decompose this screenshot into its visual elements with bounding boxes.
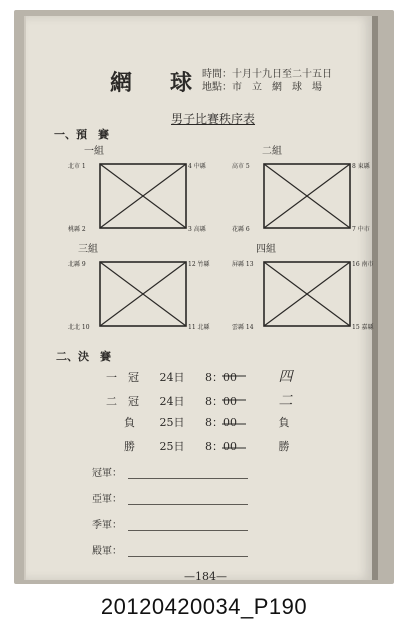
third-label: 季軍： [92, 520, 122, 531]
final-row-4-time: 8：00 [205, 440, 237, 453]
group-4-tl: 屏縣 13 [232, 261, 254, 268]
schedule-subtitle: 男子比賽秩序表 [171, 112, 256, 126]
time-label: 時間： [202, 69, 232, 80]
final-row-4 [124, 438, 290, 454]
group-2-diagram [232, 156, 382, 236]
final-row-1-note: 四 [278, 369, 293, 385]
third-field [92, 516, 248, 531]
group-3-tr: 12 竹縣 [188, 261, 210, 268]
page-number: —184— [184, 570, 227, 583]
group-1-bl: 桃縣 2 [68, 226, 86, 233]
group-4-diagram [232, 254, 382, 334]
final-row-3-time: 8：00 [205, 416, 237, 429]
group-2-bl: 花縣 6 [232, 226, 250, 233]
group-2-tl: 高市 5 [232, 163, 250, 170]
group-4-bl: 雲縣 14 [232, 324, 254, 331]
fourth-label: 殿軍： [92, 546, 122, 557]
fourth-field [92, 542, 248, 557]
place-label: 地點： [202, 82, 232, 93]
champion-label: 冠軍： [92, 468, 122, 479]
final-row-3-note: 負 [278, 416, 290, 429]
final-row-2-time: 8：00 [205, 395, 237, 408]
final-row-2-label: 二 冠 [106, 395, 139, 408]
group-1-tl: 北市 1 [68, 163, 86, 170]
group-3-bl: 北北 10 [68, 324, 90, 331]
finals-heading: 二、決 賽 [56, 350, 111, 363]
final-row-4-label: 勝 [124, 440, 135, 453]
group-3-diagram [68, 254, 218, 334]
final-row-3 [124, 414, 290, 430]
champion-line [128, 478, 248, 479]
fourth-line [128, 556, 248, 557]
runner-up-label: 亞軍： [92, 494, 122, 505]
group-1-label: 一組 [84, 146, 104, 157]
third-line [128, 530, 248, 531]
group-1-br: 3 高縣 [188, 226, 206, 233]
final-row-1-label: 一 冠 [106, 371, 139, 384]
final-row-1-date: 24日 [159, 371, 185, 384]
final-row-1-time: 8：00 [205, 371, 237, 384]
group-4-tr: 16 南市 [352, 261, 374, 268]
group-2-tr: 8 東縣 [352, 163, 370, 170]
prelim-heading: 一、預 賽 [54, 128, 109, 141]
group-3-br: 11 北縣 [188, 324, 210, 331]
champion-field [92, 464, 248, 479]
group-3-label: 三組 [78, 244, 98, 255]
final-row-2-date: 24日 [159, 395, 185, 408]
event-info [202, 68, 332, 94]
final-row-1 [106, 366, 293, 386]
place-value: 市 立 網 球 場 [232, 82, 322, 93]
final-row-3-date: 25日 [159, 416, 185, 429]
document-page [24, 16, 378, 583]
group-2-br: 7 中市 [352, 226, 370, 233]
final-row-4-note: 勝 [278, 440, 290, 453]
final-row-3-label: 負 [124, 416, 135, 429]
final-row-2 [106, 390, 293, 410]
final-bracket-lines [216, 368, 256, 458]
group-3-tl: 北縣 9 [68, 261, 86, 268]
group-2-label: 二組 [262, 146, 282, 157]
group-1-diagram [68, 156, 218, 236]
group-4-br: 15 嘉縣 [352, 324, 374, 331]
page-title: 網 球 [110, 70, 201, 96]
runner-up-line [128, 504, 248, 505]
final-row-2-note: 二 [278, 393, 293, 409]
image-caption: 20120420034_P190 [100, 594, 308, 619]
group-1-tr: 4 中縣 [188, 163, 206, 170]
final-row-4-date: 25日 [159, 440, 185, 453]
time-value: 十月十九日至二十五日 [232, 69, 332, 80]
runner-up-field [92, 490, 248, 505]
group-4-label: 四組 [256, 244, 276, 255]
